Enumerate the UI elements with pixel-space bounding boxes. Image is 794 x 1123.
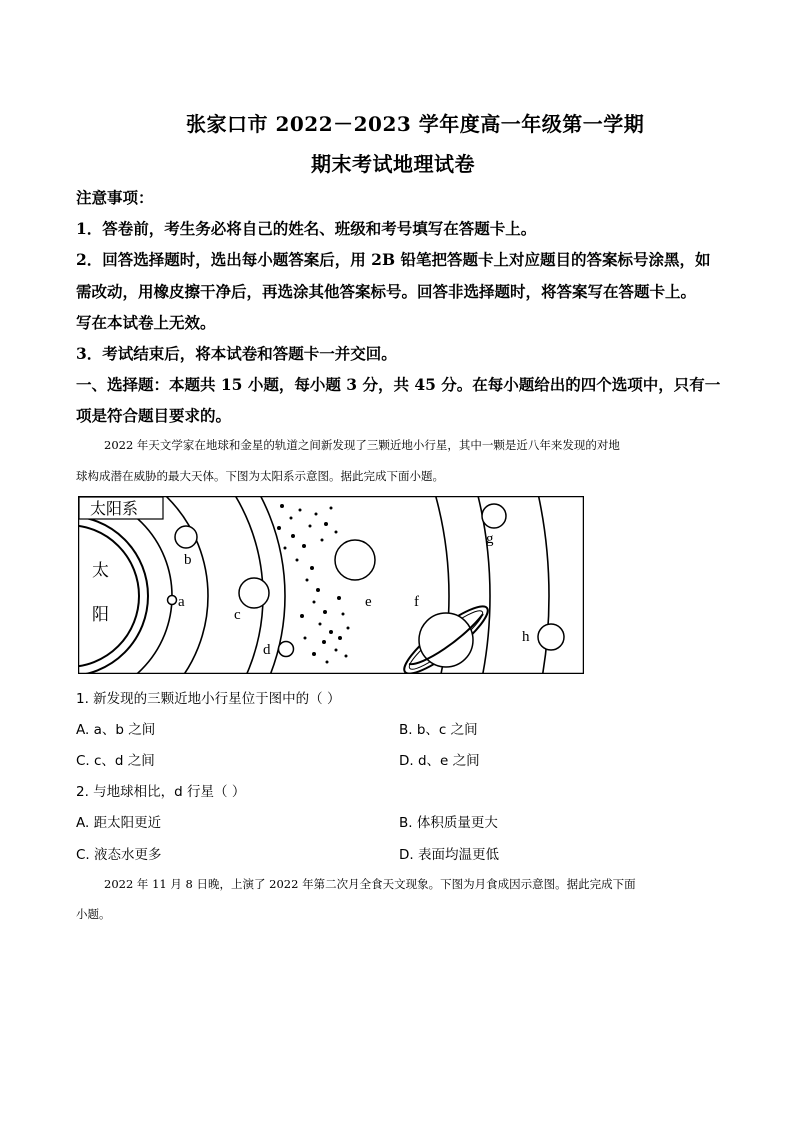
planet-c (239, 578, 269, 608)
page-title-line2: 期末考试地理试卷 (311, 152, 475, 176)
label-h: h (522, 629, 530, 645)
intro1-line2: 球构成潜在威胁的最大天体。下图为太阳系示意图。据此完成下面小题。 (76, 469, 444, 483)
planet-h (538, 624, 564, 650)
question2-option-c: C. 液态水更多 (76, 847, 162, 863)
planet-b (175, 526, 197, 548)
label-b: b (184, 552, 192, 568)
solar-system-diagram (78, 496, 584, 674)
question2-option-a: A. 距太阳更近 (76, 815, 162, 831)
intro2-line2: 小题。 (76, 907, 111, 921)
diagram-border (79, 497, 584, 674)
notice-item-2-line3: 写在本试卷上无效。 (76, 313, 216, 332)
question2-stem: 2. 与地球相比，d 行星（ ） (76, 784, 246, 800)
notice-item-2-line2: 需改动，用橡皮擦干净后，再选涂其他答案标号。回答非选择题时，将答案写在答题卡上。 (76, 282, 697, 301)
label-e: e (365, 594, 372, 610)
sun-label-1: 太 (92, 561, 109, 580)
intro1-line1: 2022 年天文学家在地球和金星的轨道之间新发现了三颗近地小行星，其中一颗是近八年来发现的对地 (104, 438, 620, 452)
planet-g (482, 504, 506, 528)
question1-stem: 1. 新发现的三颗近地小行星位于图中的（ ） (76, 691, 341, 707)
question1-option-a: A. a、b 之间 (76, 722, 156, 738)
question1-option-d: D. d、e 之间 (399, 753, 480, 769)
question1-option-c: C. c、d 之间 (76, 753, 155, 769)
question2-option-b: B. 体积质量更大 (399, 815, 498, 831)
label-d: d (263, 642, 271, 658)
diagram-title: 太阳系 (90, 501, 139, 518)
page-title-line1: 张家口市 2022－2023 学年度高一年级第一学期 (186, 112, 645, 136)
intro2-line1: 2022 年 11 月 8 日晚，上演了 2022 年第二次月全食天文现象。下图为月食成因示意图。据此完成下面 (104, 877, 636, 891)
notice-item-2-line1: 2．回答选择题时，选出每小题答案后，用 2B 铅笔把答题卡上对应题目的答案标号涂黑，如 (76, 250, 711, 269)
label-f: f (414, 594, 419, 610)
planet-d (279, 642, 294, 657)
notice-heading: 注意事项： (76, 188, 154, 207)
label-a: a (178, 594, 185, 610)
planet-e (335, 540, 375, 580)
question1-option-b: B. b、c 之间 (399, 722, 478, 738)
planet-a (168, 596, 177, 605)
notice-item-1: 1．答卷前，考生务必将自己的姓名、班级和考号填写在答题卡上。 (76, 219, 537, 238)
label-c: c (234, 607, 241, 623)
sun-label-2: 阳 (92, 605, 109, 624)
question2-option-d: D. 表面均温更低 (399, 847, 499, 863)
label-g: g (486, 531, 494, 547)
section-heading-line2: 项是符合题目要求的。 (76, 406, 232, 425)
section-heading-line1: 一、选择题：本题共 15 小题，每小题 3 分，共 45 分。在每小题给出的四个选项中，只有一 (76, 375, 721, 394)
notice-item-3: 3．考试结束后，将本试卷和答题卡一并交回。 (76, 344, 397, 363)
